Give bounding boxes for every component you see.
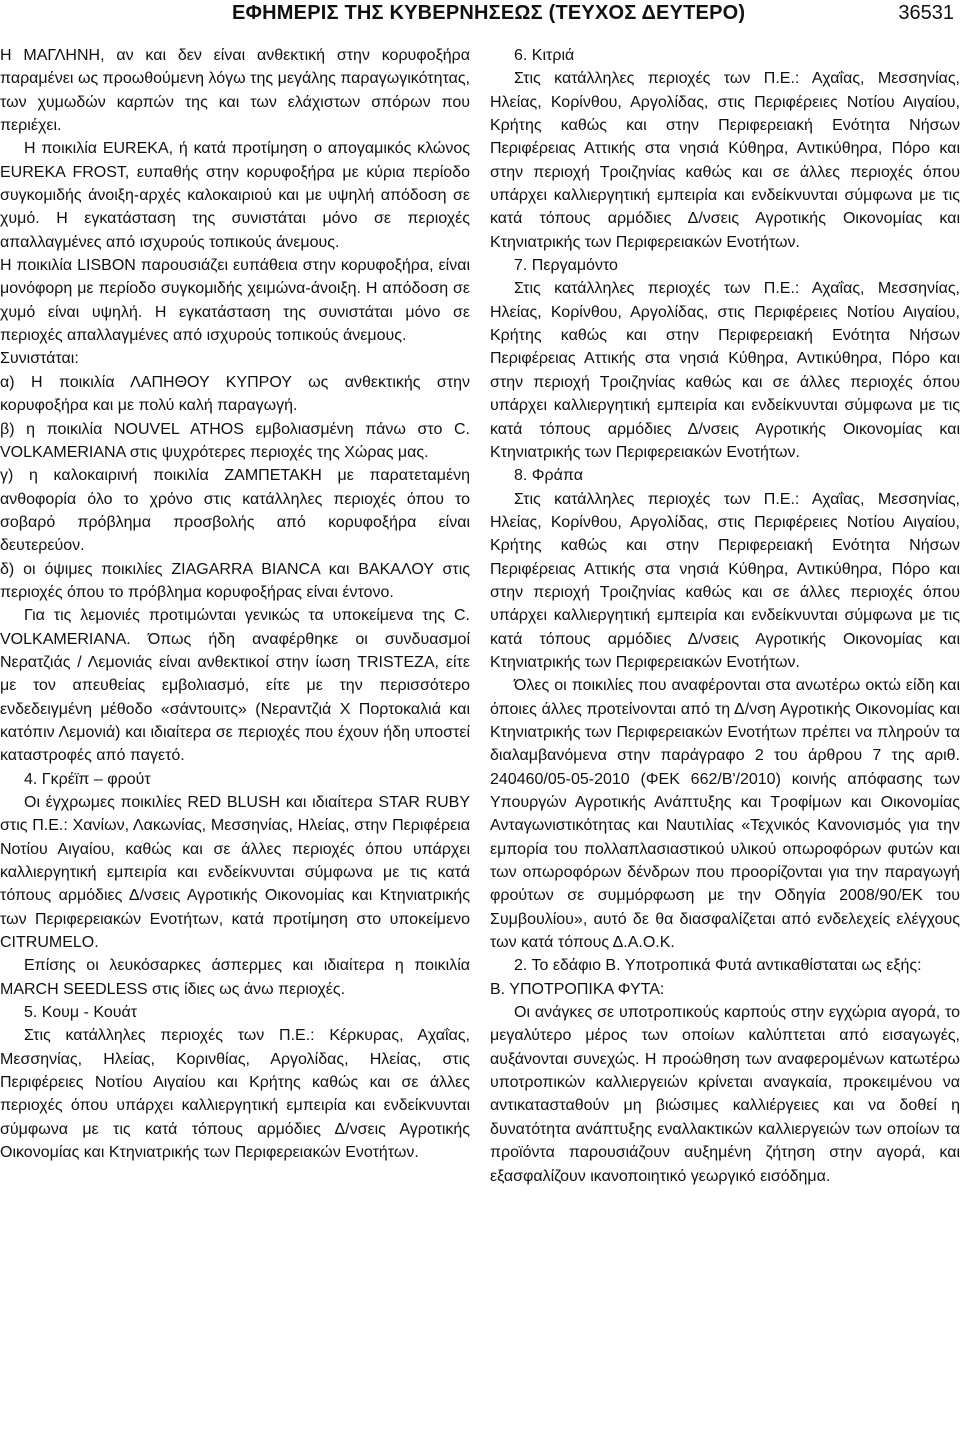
- section-heading: Β. ΥΠΟΤΡΟΠΙΚΑ ΦΥΤΑ:: [490, 980, 665, 998]
- paragraph: Στις κατάλληλες περιοχές των Π.Ε.: Αχαΐας, Μεσσηνίας, Ηλείας, Κορίνθου, Αργολίδας, στις Περιφέρειες Νοτίου Αιγαίου, Κρήτης καθώς και στην Περιφερειακή Ενότητα Νήσων Περιφέρειας Αττικής στα νησιά Κύθηρα, Αντικύθηρα, Πόρο και στην περιοχή Τροιζηνίας καθώς και σε άλλες περιοχές όπου υπάρχει καλλιεργητική εμπειρία και ενδείκνυνται σύμφωνα με τις κατά τόπους αρμόδιες Δ/νσεις Αγροτικής Οικονομίας και Κτηνιατρικής των Περιφερειακών Ενοτήτων.: [490, 280, 960, 461]
- section-heading: 5. Κουμ - Κουάτ: [24, 1004, 138, 1022]
- section-heading: 6. Κιτριά: [514, 47, 575, 64]
- paragraph: Στις κατάλληλες περιοχές των Π.Ε.: Κέρκυρας, Αχαΐας, Μεσσηνίας, Ηλείας, Κορινθίας, Αργολίδας, Ηλείας, στις Περιφέρειες Νοτίου Αιγαίου και Κρήτης καθώς και σε άλλες περιοχές όπου υπάρχει καλλιεργητική εμπειρία και ενδείκνυνται σύμφωνα με τις κατά τόπους αρμόδιες Δ/νσεις Αγροτικής Οικονομίας και Κτηνιατρικής των Περιφερειακών Ενοτήτων.: [0, 1027, 470, 1162]
- paragraph: Η ποικιλία LISBON παρουσιάζει ευπάθεια στην κορυφοξήρα, είναι μονόφορη με περίοδο συγκομιδής χειμώνα-άνοιξη. Η απόδοση σε χυμό είναι υψηλή. Η εγκατάσταση της συνιστάται μόνο σε περιοχές απαλλαγμένες από ισχυρούς τοπικούς άνεμους.: [0, 257, 470, 345]
- paragraph: Οι έγχρωμες ποικιλίες RED BLUSH και ιδιαίτερα STAR RUBY στις Π.Ε.: Χανίων, Λακωνίας, Μεσσηνίας, Ηλείας, στην Περιφέρεια Νοτίου Αιγαίου, καθώς και σε άλλες περιοχές όπου υπάρχει καλλιεργητική εμπειρία και ενδείκνυνται σύμφωνα με τις κατά τόπους αρμόδιες Δ/νσεις Αγροτικής Οικονομίας και Κτηνιατρικής των Περιφερειακών Ενοτήτων, κατά προτίμηση στο υποκείμενο CITRUMELO.: [0, 794, 470, 952]
- paragraph: Για τις λεμονιές προτιμώνται γενικώς τα υποκείμενα της C. VOLKAMERIANA. Όπως ήδη αναφέρθηκε οι συνδυασμοί Νερατζιάς / Λεμονιάς είναι ανθεκτικοί στην ίωση TRISTEZA, είτε με τον απευθείας εμβολιασμό, είτε με την περισσότερο ενδεδειγμένη μέθοδο «σάντουιτς» (Νεραντζιά Χ Πορτοκαλιά και κατόπιν Λεμονιά) και ιδιαίτερα σε περιοχές που έχουν ήδη υποστεί καταστροφές από παγετό.: [0, 607, 470, 765]
- paragraph: Στις κατάλληλες περιοχές των Π.Ε.: Αχαΐας, Μεσσηνίας, Ηλείας, Κορίνθου, Αργολίδας, στις Περιφέρειες Νοτίου Αιγαίου, Κρήτης καθώς και στην Περιφερειακή Ενότητα Νήσων Περιφέρειας Αττικής στα νησιά Κύθηρα, Αντικύθηρα, Πόρο και στην περιοχή Τροιζηνίας καθώς και σε άλλες περιοχές όπου υπάρχει καλλιεργητική εμπειρία και ενδείκνυνται σύμφωνα με τις κατά τόπους αρμόδιες Δ/νσεις Αγροτικής Οικονομίας και Κτηνιατρικής των Περιφερειακών Ενοτήτων.: [490, 490, 960, 671]
- list-item: α) Η ποικιλία ΛΑΠΗΘΟΥ ΚΥΠΡΟΥ ως ανθεκτικής στην κορυφοξήρα και με πολύ καλή παραγωγή.: [0, 373, 470, 415]
- list-item: β) η ποικιλία NOUVEL ATHOS εμβολιασμένη πάνω στο C. VOLKAMERIANA στις ψυχρότερες περιοχές της Χώρας μας.: [0, 420, 470, 461]
- paragraph: Επίσης οι λευκόσαρκες άσπερμες και ιδιαίτερα η ποικιλία MARCH SEEDLESS στις ίδιες ως άνω περιοχές.: [0, 957, 470, 998]
- list-item: γ) η καλοκαιρινή ποικιλία ΖΑΜΠΕΤΑΚΗ με παρατεταμένη ανθοφορία όλο το χρόνο στις κατάλληλες περιοχές όπου το σοβαρό πρόβλημα προσβολής από κορυφοξήρα είναι δευτερεύον.: [0, 467, 470, 555]
- left-column: [0, 44, 470, 1165]
- paragraph: Οι ανάγκες σε υποτροπικούς καρπούς στην εγχώρια αγορά, το μεγαλύτερο μέρος των οποίων καλύπτεται από εισαγωγές, αυξάνονται συνεχώς. Η προώθηση των αναφερομένων κατωτέρω υποτροπικών καλλιεργειών κρίνεται αναγκαία, προκειμένου να αντικατασταθούν μη βιώσιμες καλλιέργειες και να δοθεί η δυνατότητα ανάπτυξης εναλλακτικών καλλιεργειών των οποίων τα προϊόντα παρουσιάζουν αυξημένη ζήτηση στην αγορά, και εξασφαλίζουν ικανοποιητικό γεωργικό εισόδημα.: [490, 1004, 960, 1185]
- right-column: [490, 44, 960, 1188]
- page-header: [0, 0, 960, 34]
- paragraph: Συνιστάται:: [0, 350, 79, 368]
- gazette-title: ΕΦΗΜΕΡΙΣ ΤΗΣ ΚΥΒΕΡΝΗΣΕΩΣ (ΤΕΥΧΟΣ ΔΕΥΤΕΡΟ): [232, 2, 746, 24]
- paragraph: Στις κατάλληλες περιοχές των Π.Ε.: Αχαΐας, Μεσσηνίας, Ηλείας, Κορίνθου, Αργολίδας, στις Περιφέρειες Νοτίου Αιγαίου, Κρήτης καθώς και στην Περιφερειακή Ενότητα Νήσων Περιφέρειας Αττικής στα νησιά Κύθηρα, Αντικύθηρα, Πόρο και στην περιοχή Τροιζηνίας καθώς και σε άλλες περιοχές όπου υπάρχει καλλιεργητική εμπειρία και ενδείκνυνται σύμφωνα με τις κατά τόπους αρμόδιες Δ/νσεις Αγροτικής Οικονομίας και Κτηνιατρικής των Περιφερειακών Ενοτήτων.: [490, 70, 960, 251]
- paragraph: Η ΜΑΓΛΗΝΗ, αν και δεν είναι ανθεκτική στην κορυφοξήρα παραμένει ως προωθούμενη λόγω της μεγάλης παραγωγικότητας, των χυμωδών καρπών της και των ελάχιστων σπόρων που περιέχει.: [0, 47, 470, 135]
- list-item: δ) οι όψιμες ποικιλίες ZIAGARRA BIANCA και ΒΑΚΑΛΟΥ στις περιοχές όπου το πρόβλημα κορυφοξήρας είναι έντονο.: [0, 560, 470, 601]
- section-heading: 8. Φράπα: [514, 467, 583, 485]
- paragraph: Η ποικιλία EUREKA, ή κατά προτίμηση ο απογαμικός κλώνος EUREKA FROST, ευπαθής στην κορυφοξήρα με κύρια περίοδο συγκομιδής άνοιξη-αρχές καλοκαιριού και με υψηλή απόδοση σε χυμό. Η εγκατάσταση της συνιστάται μόνο σε περιοχές απαλλαγμένες από ισχυρούς τοπικούς άνεμους.: [0, 140, 470, 251]
- section-heading: 4. Γκρέϊπ – φρούτ: [24, 770, 151, 788]
- page-number: 36531: [898, 2, 954, 24]
- section-heading: 7. Περγαμόντο: [514, 257, 618, 275]
- paragraph: 2. Το εδάφιο Β. Υποτροπικά Φυτά αντικαθίσταται ως εξής:: [514, 957, 922, 975]
- paragraph: Όλες οι ποικιλίες που αναφέρονται στα ανωτέρω οκτώ είδη και όποιες άλλες προτείνονται από τη Δ/νση Αγροτικής Οικονομίας και Κτηνιατρικής των Περιφερειακών Ενοτήτων πρέπει να πληρούν τα διαλαμβανόμενα στην παράγραφο 2 του άρθρου 7 της αριθ. 240460/05-05-2010 (ΦΕΚ 662/Β'/2010) κοινής απόφασης των Υπουργών Αγροτικής Ανάπτυξης και Τροφίμων και Οικονομίας Ανταγωνιστικότητας και Ναυτιλίας «Τεχνικός Κανονισμός για την εμπορία του πολλαπλασιαστικού υλικού οπωροφόρων φυτών και των οπωροφόρων δένδρων που προορίζονται για την παραγωγή φρούτων σε συμμόρφωση με την Οδηγία 2008/90/ΕΚ του Συμβουλίου», αυτό δε θα διασφαλίζεται από ενδελεχείς ελέγχους των κατά τόπους Δ.Α.Ο.Κ.: [490, 677, 960, 952]
